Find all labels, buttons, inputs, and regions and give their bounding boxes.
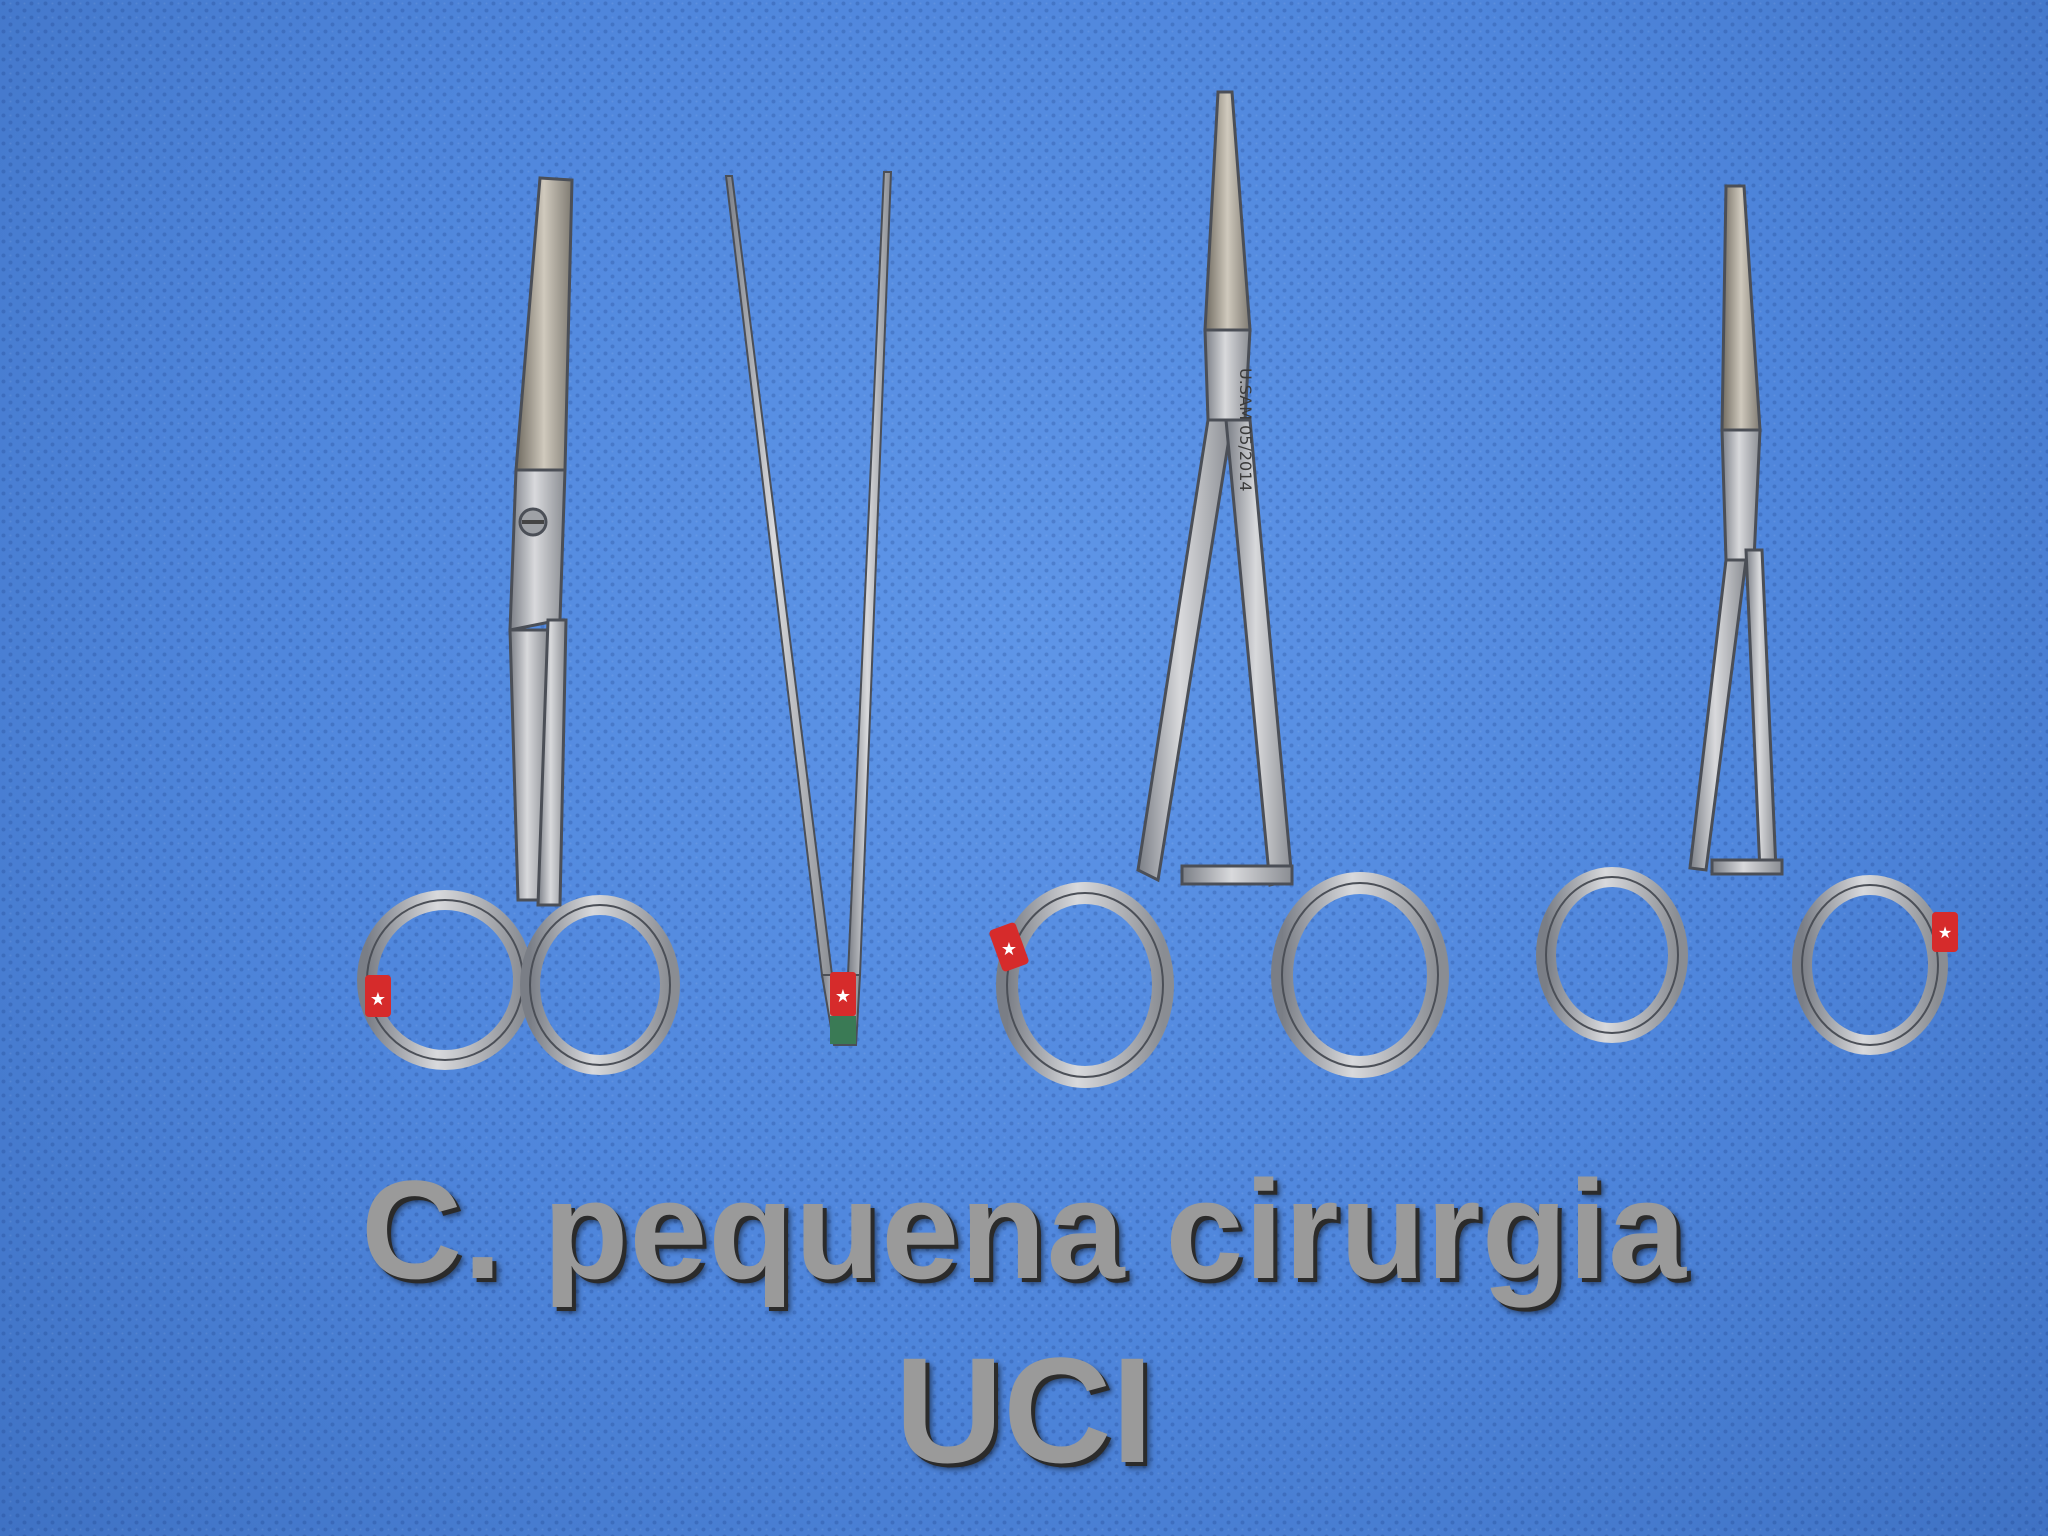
caption-title: C. pequena cirurgia: [361, 1151, 1687, 1308]
caption-subtitle: UCI: [894, 1326, 1154, 1494]
svg-text:★: ★: [1937, 923, 1953, 942]
svg-text:★: ★: [1000, 939, 1018, 960]
svg-text:★: ★: [834, 986, 852, 1007]
svg-text:★: ★: [369, 989, 387, 1010]
needle-holder-engraving: U.SAM 05/2014: [1236, 368, 1255, 492]
